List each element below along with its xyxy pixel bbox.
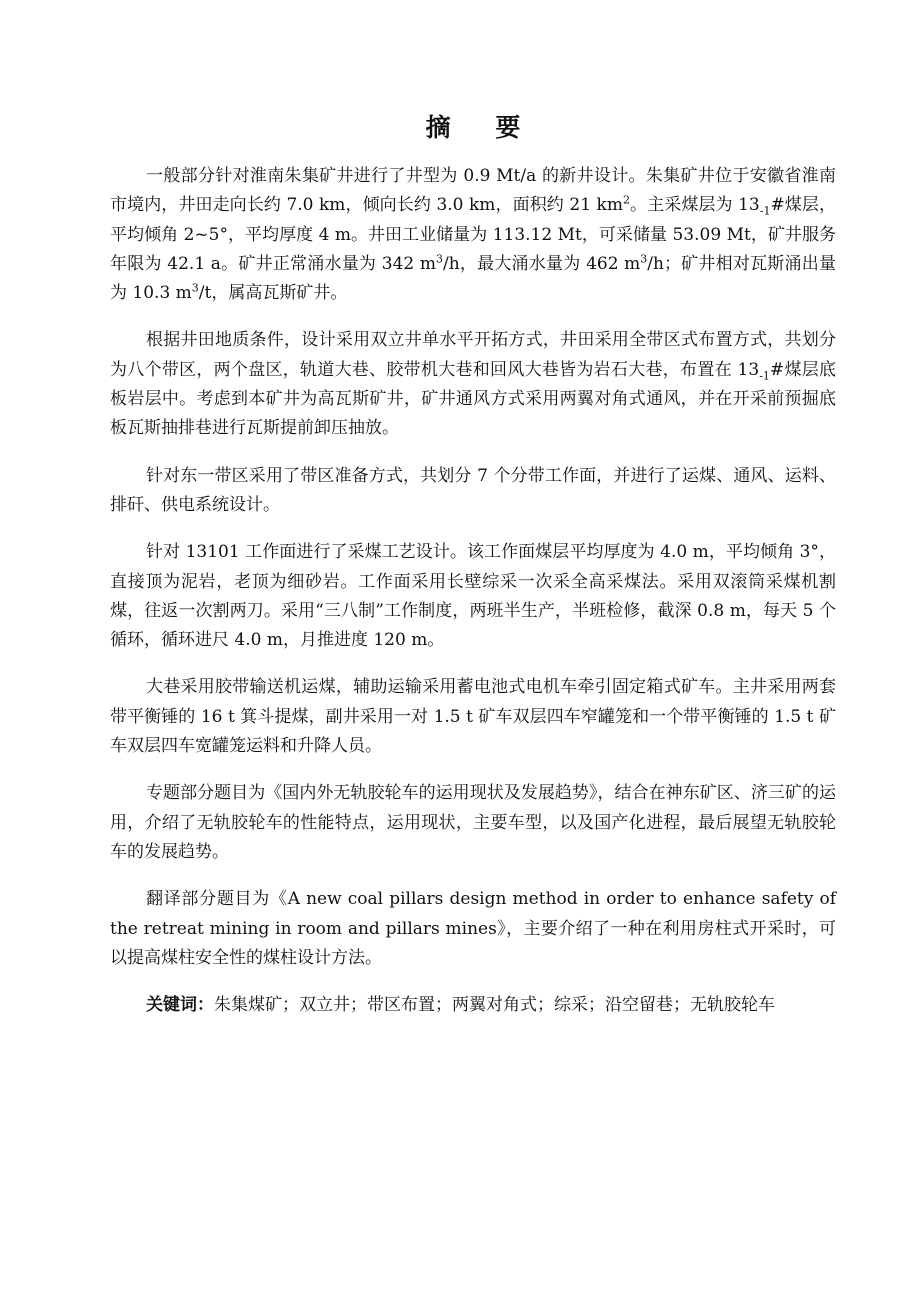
abstract-title: 摘 要 (425, 113, 539, 142)
text-segment: 根据井田地质条件，设计采用双立井单水平开拓方式，井田采用全带区式布置方式，共划分为八个带区，两个盘区，轨道大巷、胶带机大巷和回风大巷皆为岩石大巷，布置在 13 (110, 330, 836, 380)
subscript: -1 (759, 204, 771, 218)
text-segment: 。主采煤层为 13 (629, 195, 760, 216)
text-segment: /h，最大涌水量为 462 m (442, 253, 641, 274)
abstract-page (110, 0, 836, 1020)
subscript: -1 (759, 369, 770, 383)
text-segment: #煤层，平均倾角 2~5°，平均厚度 4 m。井田工业储量为 113.12 Mt，可采储量 53.09 Mt，矿井服务年限为 42.1 a。矿井正常涌水量为 342 m (110, 195, 836, 274)
paragraph-translation: 翻译部分题目为《A new coal pillars design method in order to enhance safety of the retreat mining in room and pillars mines》，主要介绍了一种在利用房柱式开采时，可以提高煤柱安全性的煤柱设计方法。 (110, 889, 836, 968)
paragraph-district-preparation: 针对东一带区采用了带区准备方式，共划分 7 个分带工作面，并进行了运煤、通风、运料、排矸、供电系统设计。 (110, 465, 836, 515)
superscript: 2 (622, 193, 630, 207)
text-segment: /h；矿井相对瓦斯涌出量为 10.3 m (110, 253, 836, 304)
superscript: 3 (191, 281, 199, 295)
keywords-label: 关键词： (146, 995, 214, 1016)
paragraph-mining-technology: 针对 13101 工作面进行了采煤工艺设计。该工作面煤层平均厚度为 4.0 m，平均倾角 3°，直接顶为泥岩，老顶为细砂岩。工作面采用长壁综采一次采全高采煤法。采用双滚筒采煤机割煤，往返一次割两刀。采用“三八制”工作制度，两班半生产，半班检修，截深 0.8 m，每天 5 个循环，循环进尺 4.0 m，月推进度 120 m。 (110, 542, 836, 651)
superscript: 3 (640, 252, 648, 266)
text-segment: #煤层底板岩层中。考虑到本矿井为高瓦斯矿井，矿井通风方式采用两翼对角式通风，并在开采前预掘底板瓦斯抽排巷进行瓦斯提前卸压抽放。 (110, 359, 836, 439)
keywords-line (110, 991, 836, 1020)
superscript: 3 (435, 252, 443, 266)
paragraph-transport-hoisting: 大巷采用胶带输送机运煤，辅助运输采用蓄电池式电机车牵引固定箱式矿车。主井采用两套带平衡锤的 16 t 箕斗提煤，副井采用一对 1.5 t 矿车双层四车窄罐笼和一个带平衡锤的 1.5 t 矿车双层四车宽罐笼运料和升降人员。 (110, 677, 836, 757)
paragraph-development (110, 326, 836, 443)
paragraph-general-design (110, 162, 836, 308)
keywords-text: 朱集煤矿；双立井；带区布置；两翼对角式；综采；沿空留巷；无轨胶轮车 (214, 995, 775, 1016)
text-segment: 一般部分针对淮南朱集矿井进行了井型为 0.9 Mt/a 的新井设计。朱集矿井位于安徽省淮南市境内，井田走向长约 7.0 km，倾向长约 3.0 km，面积约 21 km (110, 166, 836, 216)
text-segment: /t，属高瓦斯矿井。 (198, 283, 348, 304)
paragraph-special-topic: 专题部分题目为《国内外无轨胶轮车的运用现状及发展趋势》，结合在神东矿区、济三矿的运用，介绍了无轨胶轮车的性能特点，运用现状，主要车型，以及国产化进程，最后展望无轨胶轮车的发展趋势。 (110, 783, 836, 862)
